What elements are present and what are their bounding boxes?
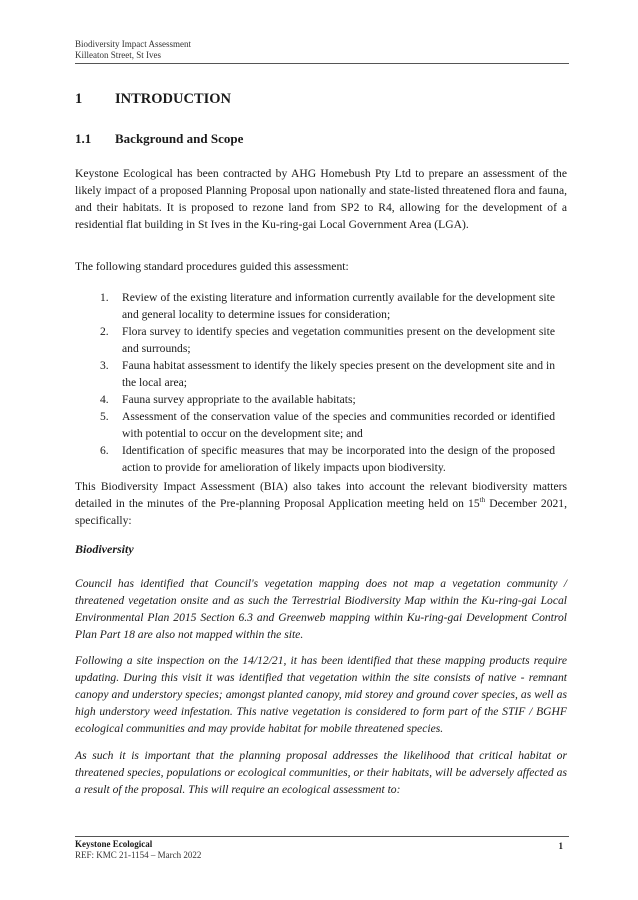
bia-block [75,478,567,529]
list-item [100,442,555,476]
list-item-number: 4. [100,393,109,406]
quote-block-1 [75,575,567,643]
list-item-text: Identification of specific measures that may be incorporated into the design of the proposed action to provide for amelioration of likely impacts upon biodiversity. [122,444,555,474]
list-item-number: 6. [100,444,109,457]
footer-rule [75,836,569,837]
list-item-number: 2. [100,325,109,338]
list-item [100,323,555,357]
quote-block-2 [75,652,567,737]
list-item-number: 1. [100,291,109,304]
list-item [100,391,555,408]
list-item [100,408,555,442]
quote-paragraph: As such it is important that the planning proposal addresses the likelihood that critical habitat or threatened species, populations or ecological communities, or their habitats, will be adversely affected as a result of the proposal. This will require an ecological assessment to: [75,749,567,796]
quote-paragraph: Following a site inspection on the 14/12/21, it has been identified that these mapping products require updating. During this visit it was identified that vegetation within the site consists of native - remnant canopy and understory species; amongst planted canopy, mid storey and ground cover species, as well as high understory weed infestation. This native vegetation is considered to form part of the STIF / BGHF ecological communities and may provide habitat for mobile threatened species. [75,654,567,735]
bia-text-start: This Biodiversity Impact Assessment (BIA) also takes into account the relevant biodiversity matters detailed in the minutes of the Pre-planning Proposal Application meeting held on 15 [75,480,567,510]
intro-paragraph: Keystone Ecological has been contracted by AHG Homebush Pty Ltd to prepare an assessment of the likely impact of a proposed Planning Proposal upon nationally and state-listed threatened flora and fauna, and their habitats. It is proposed to rezone land from SP2 to R4, allowing for the development of a residential flat building in St Ives in the Ku-ring-gai Local Government Area (LGA). [75,167,567,231]
page-header [75,39,569,64]
footer-company: Keystone Ecological [75,839,153,849]
date-ordinal-suffix: th [479,496,486,505]
bia-paragraph [75,478,567,529]
quote-paragraph: Council has identified that Council's vegetation mapping does not map a vegetation community / threatened vegetation onsite and as such the Terrestrial Biodiversity Map within the Ku-ring-gai Local Environmental Plan 2015 Section 6.3 and Greenweb mapping within Ku-ring-gai Development Control Plan Part 18 are also not mapped within the site. [75,577,567,641]
list-item-text: Flora survey to identify species and vegetation communities present on the development site and surrounds; [122,325,555,355]
header-site-address: Killeaton Street, St Ives [75,50,161,60]
quote-block-3 [75,747,567,798]
page-number: 1 [558,841,563,851]
section-number: 1 [75,91,83,107]
list-item-text: Fauna survey appropriate to the available habitats; [122,393,356,406]
footer-reference: REF: KMC 21-1154 – March 2022 [75,850,202,860]
page-footer [75,836,569,861]
biodiversity-heading: Biodiversity [75,542,134,556]
list-item [100,357,555,391]
subsection-title: Background and Scope [115,131,244,146]
list-item [100,289,555,323]
bia-text-end: December 2021, specifically: [75,497,568,527]
section-heading [75,91,231,108]
subsection-number: 1.1 [75,131,92,146]
procedures-intro: The following standard procedures guided this assessment: [75,260,349,273]
subsection-heading [75,131,243,147]
procedures-intro-block [75,258,567,275]
list-item-text: Assessment of the conservation value of the species and communities recorded or identified with potential to occur on the development site; and [122,410,555,440]
list-item-number: 3. [100,359,109,372]
procedures-list [100,289,555,476]
section-title: INTRODUCTION [115,91,232,107]
intro-block [75,165,567,233]
list-item-text: Fauna habitat assessment to identify the likely species present on the development site and in the local area; [122,359,555,389]
header-document-title: Biodiversity Impact Assessment [75,39,191,49]
list-item-number: 5. [100,410,109,423]
list-item-text: Review of the existing literature and information currently available for the development site and general locality to determine issues for consideration; [122,291,555,321]
header-rule [75,63,569,64]
